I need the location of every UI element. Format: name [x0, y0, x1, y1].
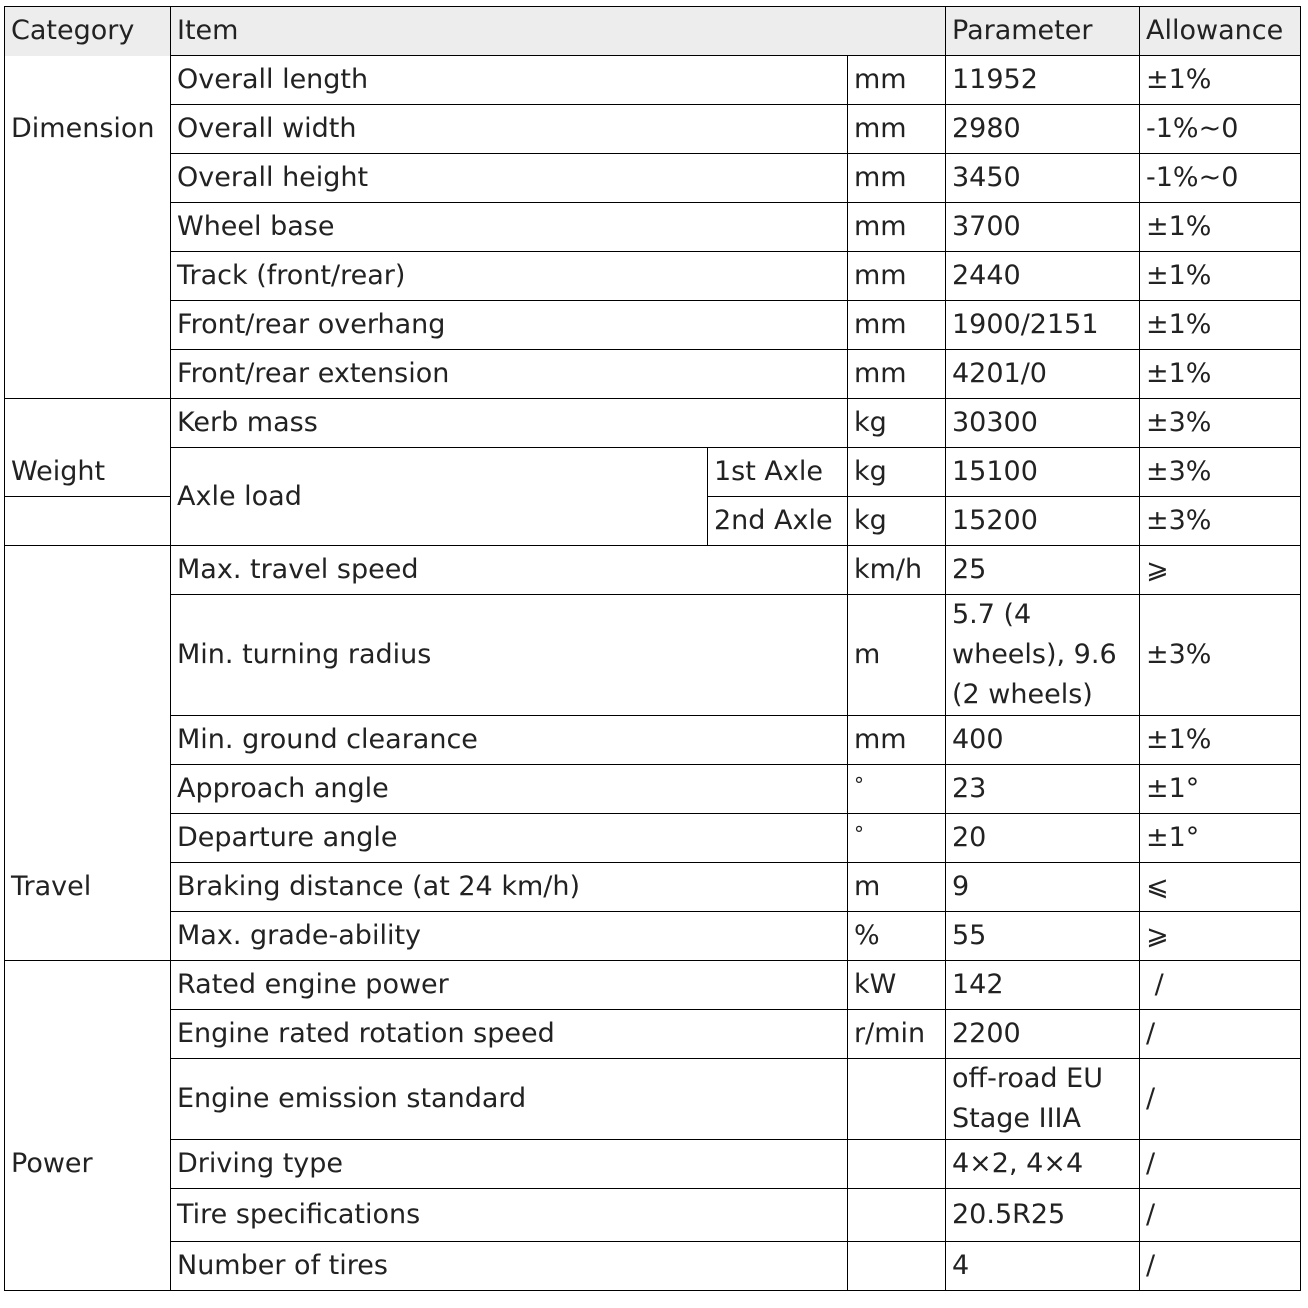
allowance-cell: / — [1140, 1059, 1301, 1140]
item-cell: Front/rear overhang — [171, 301, 848, 350]
parameter-cell: 1900/2151 — [946, 301, 1140, 350]
unit-cell: kg — [848, 399, 946, 448]
parameter-cell: 55 — [946, 912, 1140, 961]
category-weight: Weight — [5, 448, 171, 497]
category-cell — [5, 252, 171, 301]
allowance-cell: ±1% — [1140, 350, 1301, 399]
allowance-cell: -1%~0 — [1140, 105, 1301, 154]
category-travel: Travel — [5, 863, 171, 912]
item-cell: Engine emission standard — [171, 1059, 848, 1140]
unit-cell: ° — [848, 814, 946, 863]
parameter-cell: 15100 — [946, 448, 1140, 497]
header-row — [5, 7, 1301, 56]
allowance-cell: ±1% — [1140, 252, 1301, 301]
unit-cell: mm — [848, 203, 946, 252]
unit-cell: r/min — [848, 1010, 946, 1059]
parameter-cell: 20 — [946, 814, 1140, 863]
unit-cell: km/h — [848, 546, 946, 595]
parameter-cell: 400 — [946, 716, 1140, 765]
allowance-cell: ±1% — [1140, 56, 1301, 105]
category-cell — [5, 154, 171, 203]
unit-cell: mm — [848, 301, 946, 350]
category-cell — [5, 203, 171, 252]
table-row — [5, 105, 1301, 154]
category-cell — [5, 814, 171, 863]
parameter-cell: 4201/0 — [946, 350, 1140, 399]
allowance-cell: / — [1140, 1140, 1301, 1189]
table-row — [5, 765, 1301, 814]
allowance-cell: ±3% — [1140, 595, 1301, 716]
category-power: Power — [5, 1140, 171, 1189]
parameter-cell: 4 — [946, 1242, 1140, 1291]
parameter-cell: 142 — [946, 961, 1140, 1010]
item-cell: Engine rated rotation speed — [171, 1010, 848, 1059]
parameter-cell: off-road EU Stage IIIA — [946, 1059, 1140, 1140]
category-cell — [5, 716, 171, 765]
item-cell: Track (front/rear) — [171, 252, 848, 301]
unit-cell: mm — [848, 716, 946, 765]
parameter-cell: 9 — [946, 863, 1140, 912]
parameter-cell: 15200 — [946, 497, 1140, 546]
allowance-cell: ±3% — [1140, 448, 1301, 497]
allowance-cell: ⩾ — [1140, 912, 1301, 961]
item-cell: Overall width — [171, 105, 848, 154]
unit-cell: kg — [848, 497, 946, 546]
allowance-cell: ±1% — [1140, 716, 1301, 765]
table-row — [5, 56, 1301, 105]
parameter-cell: 3700 — [946, 203, 1140, 252]
unit-cell: m — [848, 863, 946, 912]
table-row — [5, 1242, 1301, 1291]
item-cell: Number of tires — [171, 1242, 848, 1291]
parameter-cell: 2440 — [946, 252, 1140, 301]
sub-item-cell: 1st Axle — [708, 448, 848, 497]
allowance-cell: / — [1140, 1242, 1301, 1291]
table-row — [5, 301, 1301, 350]
allowance-cell: ⩽ — [1140, 863, 1301, 912]
allowance-cell: / — [1140, 961, 1301, 1010]
category-cell — [5, 1010, 171, 1059]
category-cell — [5, 912, 171, 961]
item-cell: Braking distance (at 24 km/h) — [171, 863, 848, 912]
item-cell: Max. grade-ability — [171, 912, 848, 961]
header-category: Category — [5, 7, 171, 56]
table-row — [5, 912, 1301, 961]
category-cell — [5, 961, 171, 1010]
parameter-cell: 3450 — [946, 154, 1140, 203]
allowance-cell: ⩾ — [1140, 546, 1301, 595]
item-cell: Max. travel speed — [171, 546, 848, 595]
allowance-cell: / — [1140, 1010, 1301, 1059]
item-cell: Overall length — [171, 56, 848, 105]
category-cell — [5, 56, 171, 105]
item-cell: Departure angle — [171, 814, 848, 863]
unit-cell — [848, 1140, 946, 1189]
table-row — [5, 448, 1301, 497]
table-row — [5, 961, 1301, 1010]
unit-cell: mm — [848, 154, 946, 203]
unit-cell: % — [848, 912, 946, 961]
item-cell: Front/rear extension — [171, 350, 848, 399]
parameter-cell: 25 — [946, 546, 1140, 595]
table-row — [5, 399, 1301, 448]
allowance-cell: ±3% — [1140, 497, 1301, 546]
table-row — [5, 863, 1301, 912]
category-cell — [5, 1059, 171, 1140]
table-row — [5, 1010, 1301, 1059]
table-row — [5, 154, 1301, 203]
allowance-cell: ±1% — [1140, 301, 1301, 350]
allowance-cell: ±1° — [1140, 814, 1301, 863]
unit-cell: mm — [848, 252, 946, 301]
unit-cell — [848, 1242, 946, 1291]
parameter-cell: 20.5R25 — [946, 1189, 1140, 1242]
table-row — [5, 203, 1301, 252]
unit-cell: mm — [848, 350, 946, 399]
category-cell — [5, 765, 171, 814]
parameter-cell: 4×2, 4×4 — [946, 1140, 1140, 1189]
category-cell — [5, 301, 171, 350]
table-row — [5, 252, 1301, 301]
table-row — [5, 1059, 1301, 1140]
table-row — [5, 595, 1301, 716]
table-row — [5, 1140, 1301, 1189]
parameter-cell: 11952 — [946, 56, 1140, 105]
unit-cell: m — [848, 595, 946, 716]
category-cell — [5, 399, 171, 448]
unit-cell: ° — [848, 765, 946, 814]
category-cell — [5, 497, 171, 546]
parameter-cell: 2980 — [946, 105, 1140, 154]
category-cell — [5, 1189, 171, 1242]
spec-table — [4, 6, 1301, 1291]
header-parameter: Parameter — [946, 7, 1140, 56]
allowance-cell: ±1° — [1140, 765, 1301, 814]
header-item: Item — [171, 7, 946, 56]
item-cell: Approach angle — [171, 765, 848, 814]
unit-cell — [848, 1189, 946, 1242]
category-cell — [5, 546, 171, 595]
category-cell — [5, 595, 171, 716]
allowance-cell: / — [1140, 1189, 1301, 1242]
item-cell: Min. turning radius — [171, 595, 848, 716]
allowance-cell: ±3% — [1140, 399, 1301, 448]
item-cell: Kerb mass — [171, 399, 848, 448]
unit-cell: mm — [848, 56, 946, 105]
unit-cell: mm — [848, 105, 946, 154]
unit-cell — [848, 1059, 946, 1140]
item-cell: Axle load — [171, 448, 708, 546]
table-row — [5, 716, 1301, 765]
item-cell: Tire specifications — [171, 1189, 848, 1242]
parameter-cell: 5.7 (4 wheels), 9.6 (2 wheels) — [946, 595, 1140, 716]
item-cell: Driving type — [171, 1140, 848, 1189]
parameter-cell: 2200 — [946, 1010, 1140, 1059]
item-cell: Wheel base — [171, 203, 848, 252]
table-row — [5, 814, 1301, 863]
table-row — [5, 350, 1301, 399]
sub-item-cell: 2nd Axle — [708, 497, 848, 546]
table-row — [5, 1189, 1301, 1242]
category-dimension: Dimension — [5, 105, 171, 154]
unit-cell: kg — [848, 448, 946, 497]
allowance-cell: -1%~0 — [1140, 154, 1301, 203]
item-cell: Overall height — [171, 154, 848, 203]
unit-cell: kW — [848, 961, 946, 1010]
item-cell: Min. ground clearance — [171, 716, 848, 765]
category-cell — [5, 350, 171, 399]
allowance-cell: ±1% — [1140, 203, 1301, 252]
table-row — [5, 546, 1301, 595]
parameter-cell: 30300 — [946, 399, 1140, 448]
category-cell — [5, 1242, 171, 1291]
item-cell: Rated engine power — [171, 961, 848, 1010]
parameter-cell: 23 — [946, 765, 1140, 814]
header-allowance: Allowance — [1140, 7, 1301, 56]
